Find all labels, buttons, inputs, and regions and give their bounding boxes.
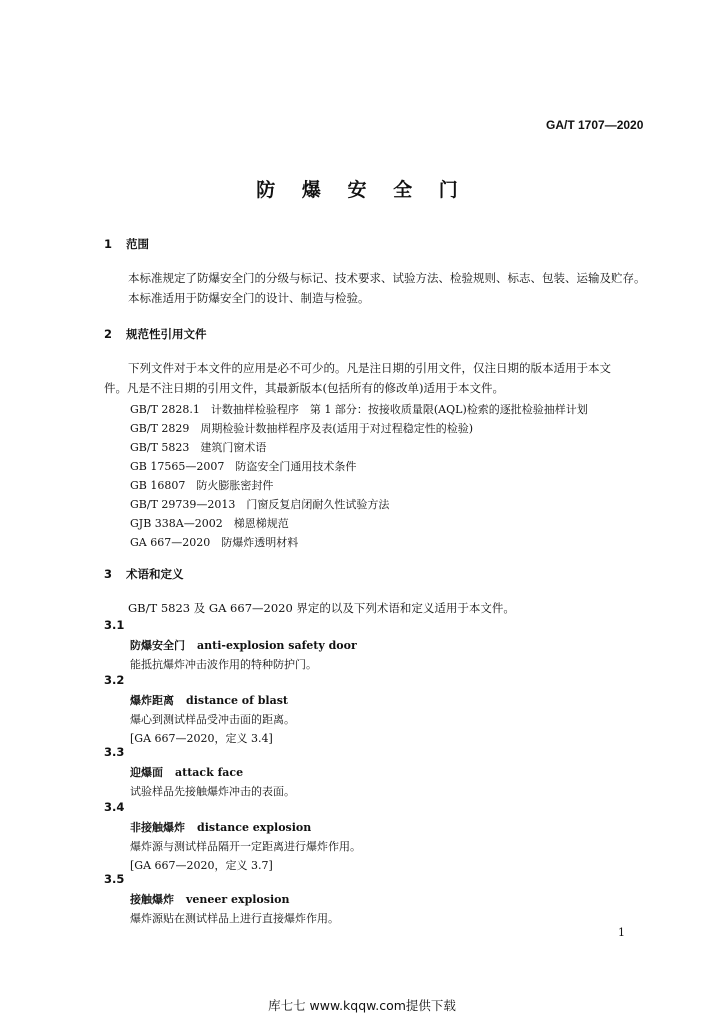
section-number: 1	[104, 237, 113, 251]
term-chinese: 防爆安全门	[130, 639, 185, 652]
reference-item: GB/T 5823 建筑门窗术语	[130, 441, 267, 454]
term-chinese: 非接触爆炸	[130, 821, 185, 834]
term-english: attack face	[175, 766, 244, 779]
section-title: 规范性引用文件	[126, 327, 207, 341]
term-heading	[130, 891, 289, 907]
term-definition: 爆炸源贴在测试样品上进行直接爆炸作用。	[130, 912, 339, 925]
term-source: [GA 667—2020，定义 3.7]	[130, 859, 273, 872]
clause-number: 3.3	[104, 745, 125, 759]
clause-number: 3.2	[104, 673, 125, 687]
reference-item: GB/T 2829 周期检验计数抽样程序及表(适用于对过程稳定性的检验)	[130, 422, 473, 435]
section-title: 术语和定义	[126, 567, 184, 581]
term-source: [GA 667—2020，定义 3.4]	[130, 732, 273, 745]
term-chinese: 接触爆炸	[130, 893, 174, 906]
term-definition: 能抵抗爆炸冲击波作用的特种防护门。	[130, 658, 317, 671]
download-footer: 库七七 www.kqqw.com提供下载	[268, 998, 456, 1013]
term-english: distance explosion	[197, 821, 312, 834]
paragraph-line: 本标准规定了防爆安全门的分级与标记、技术要求、试验方法、检验规则、标志、包装、运输及贮存。	[128, 271, 646, 285]
term-definition: 爆心到测试样品受冲击面的距离。	[130, 713, 295, 726]
reference-item: GJB 338A—2002 梯恩梯规范	[130, 517, 289, 530]
page-number: 1	[618, 926, 625, 939]
term-english: distance of blast	[186, 694, 288, 707]
clause-number: 3.4	[104, 800, 125, 814]
section-2-heading	[104, 326, 207, 342]
paragraph-line: GB/T 5823 及 GA 667—2020 界定的以及下列术语和定义适用于本文件。	[128, 601, 515, 615]
term-chinese: 爆炸距离	[130, 694, 174, 707]
reference-item: GB/T 2828.1 计数抽样检验程序 第 1 部分：按接收质量限(AQL)检索的逐批检验抽样计划	[130, 403, 588, 416]
document-title: 防 爆 安 全 门	[256, 179, 468, 201]
clause-number: 3.1	[104, 618, 125, 632]
reference-item: GB 17565—2007 防盗安全门通用技术条件	[130, 460, 357, 473]
term-heading	[130, 637, 357, 653]
term-definition: 试验样品先接触爆炸冲击的表面。	[130, 785, 295, 798]
section-number: 2	[104, 327, 113, 341]
term-heading	[130, 764, 243, 780]
standard-code: GA/T 1707—2020	[546, 118, 644, 132]
term-chinese: 迎爆面	[130, 766, 163, 779]
reference-item: GB/T 29739—2013 门窗反复启闭耐久性试验方法	[130, 498, 390, 511]
section-3-heading	[104, 566, 184, 582]
reference-item: GA 667—2020 防爆炸透明材料	[130, 536, 299, 549]
section-number: 3	[104, 567, 113, 581]
section-1-heading	[104, 236, 149, 252]
term-heading	[130, 692, 288, 708]
term-heading	[130, 819, 311, 835]
clause-number: 3.5	[104, 872, 125, 886]
term-definition: 爆炸源与测试样品隔开一定距离进行爆炸作用。	[130, 840, 361, 853]
paragraph-line: 本标准适用于防爆安全门的设计、制造与检验。	[128, 291, 370, 305]
term-english: anti-explosion safety door	[197, 639, 357, 652]
term-english: veneer explosion	[186, 893, 290, 906]
paragraph-line: 下列文件对于本文件的应用是必不可少的。凡是注日期的引用文件，仅注日期的版本适用于本文	[128, 361, 611, 375]
reference-item: GB 16807 防火膨胀密封件	[130, 479, 274, 492]
paragraph-line: 件。凡是不注日期的引用文件，其最新版本(包括所有的修改单)适用于本文件。	[104, 381, 504, 395]
section-title: 范围	[126, 237, 149, 251]
